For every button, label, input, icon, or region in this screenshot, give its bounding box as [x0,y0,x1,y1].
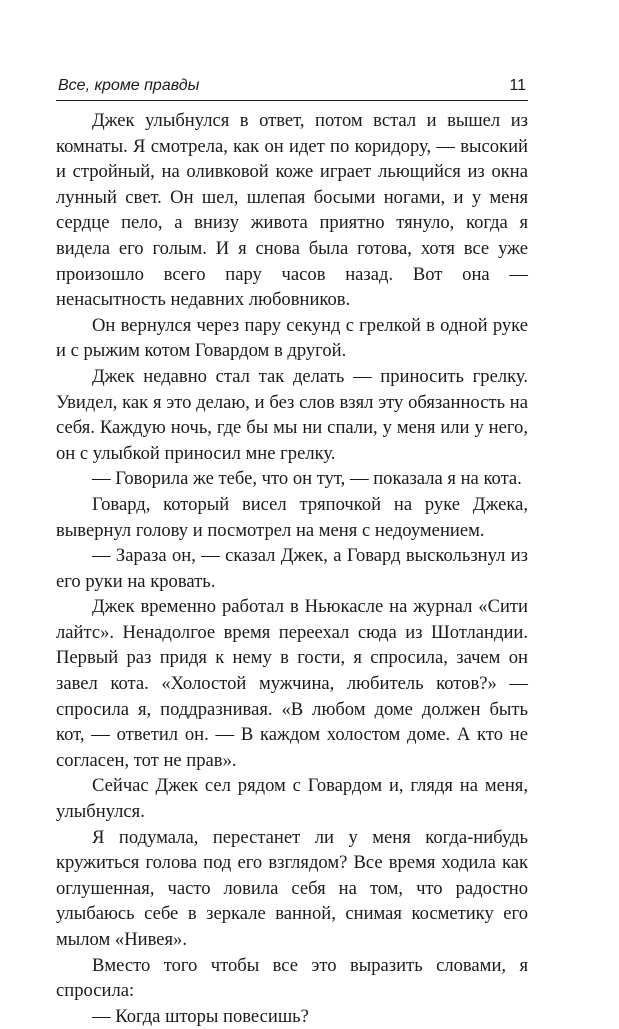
paragraph: Он вернулся через пару секунд с грелкой в одной руке и с рыжим котом Говардом в другой. [56,314,528,362]
paragraph: Джек временно работал в Ньюкасле на журнал «Сити лайтс». Ненадолгое время переехал сюда из Шотландии. Первый раз придя к нему в гости, я спросила, зачем он завел кота. «Холостой мужчина, любитель котов?» — спросила я, поддразнивая. «В любом доме должен быть кот, — ответил он. — В каждом холостом доме. А кто не согласен, тот не прав». [56,596,528,771]
book-title: Все, кроме правды [58,77,200,94]
paragraph: Сейчас Джек сел рядом с Говардом и, глядя на меня, улыбнулся. [56,775,528,823]
body-text [56,108,528,1029]
paragraph: — Зараза он, — сказал Джек, а Говард выскользнул из его руки на кровать. [56,545,528,592]
paragraph: Джек недавно стал так делать — приносить грелку. Увидел, как я это делаю, и без слов взял эту обязанность на себя. Каждую ночь, где бы мы ни спали, у меня или у него, он с улыбкой приносил мне грелку. [56,365,528,464]
paragraph: Вместо того чтобы все это выразить словами, я спросила: [56,954,528,1002]
page-number: 11 [509,77,526,94]
paragraph: Говард, который висел тряпочкой на руке Джека, вывернул голову и посмотрел на меня с недоумением. [56,493,528,541]
running-header [56,76,528,101]
paragraph: — Когда шторы повесишь? [92,1005,309,1027]
paragraph: Я подумала, перестанет ли у меня когда-нибудь кружиться голова под его взглядом? Все время ходила как оглушенная, часто ловила себя на том, что радостно улыбаюсь себе в зеркале ванной, снимая косметику его мылом «Нивея». [56,826,528,950]
paragraph: Джек улыбнулся в ответ, потом встал и вышел из комнаты. Я смотрела, как он идет по коридору, — высокий и стройный, на оливковой коже играет льющийся из окна лунный свет. Он шел, шлепая босыми ногами, и у меня сердце пело, а внизу живота приятно тянуло, когда я видела его голым. И я снова была готова, хотя все уже произошло всего пару часов назад. Вот она — ненасытность недавних любовников. [56,110,528,311]
paragraph: — Говорила же тебе, что он тут, — показала я на кота. [92,468,522,490]
